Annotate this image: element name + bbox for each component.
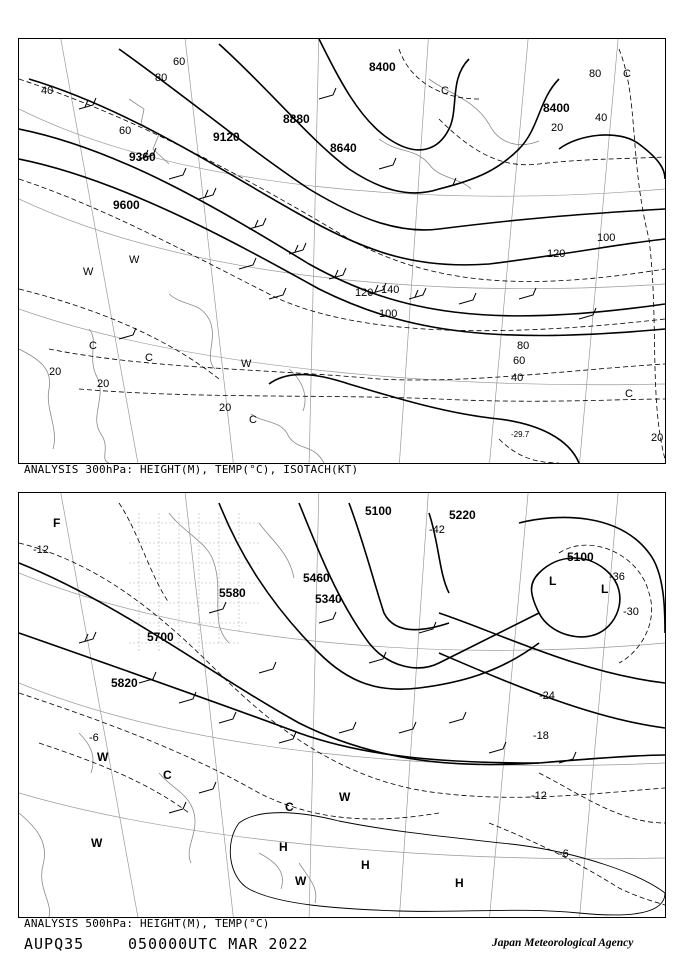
- isotach-label: 120: [547, 248, 566, 260]
- isotach-labels: [41, 56, 663, 444]
- height-label: 5820: [111, 676, 138, 690]
- isotach-label: 80: [589, 68, 602, 80]
- isotach-label: 140: [381, 284, 400, 296]
- cold-core-symbol: C: [625, 388, 633, 400]
- height-label: 5460: [303, 571, 330, 585]
- temperature-label: -12: [531, 790, 547, 802]
- warm-core-symbol: W: [83, 266, 94, 278]
- temperature-label: -29.7: [511, 430, 530, 439]
- wind-barbs: [79, 88, 596, 339]
- warm-core-symbol: W: [97, 750, 109, 764]
- valid-time: 050000UTC MAR 2022: [128, 935, 309, 953]
- isotach-label: 80: [517, 340, 530, 352]
- panel-caption-300hpa: ANALYSIS 300hPa: HEIGHT(M), TEMP(°C), ISOTACH(KT): [24, 463, 359, 476]
- isotach-label: 20: [651, 432, 664, 444]
- agency-name: Japan Meteorological Agency: [492, 937, 634, 949]
- map-panel-500hpa: [18, 492, 666, 918]
- map-500hpa-svg: [19, 493, 665, 917]
- high-center-symbol: H: [455, 876, 464, 890]
- coastlines: [19, 513, 316, 917]
- temperature-label: -36: [609, 571, 625, 583]
- height-label: 8400: [543, 101, 570, 115]
- isotach-label: 20: [219, 402, 232, 414]
- height-label: 9120: [213, 130, 240, 144]
- coastlines: [19, 79, 539, 463]
- panel-caption-500hpa: ANALYSIS 500hPa: HEIGHT(M), TEMP(°C): [24, 917, 270, 930]
- cold-core-symbol: C: [623, 68, 631, 80]
- map-300hpa-svg: [19, 39, 665, 463]
- height-label: 8640: [330, 141, 357, 155]
- high-center-symbol: H: [279, 840, 288, 854]
- isotach-label: 60: [513, 355, 526, 367]
- warm-core-symbol: W: [241, 358, 252, 370]
- isotach-label: 80: [155, 72, 168, 84]
- cold-core-symbol: C: [249, 414, 257, 426]
- isotach-label: 40: [41, 85, 54, 97]
- pressure-symbols: [53, 516, 608, 890]
- temperature-label: -6: [559, 848, 569, 860]
- warm-core-symbol: W: [339, 790, 351, 804]
- high-center-symbol: H: [361, 858, 370, 872]
- warm-core-symbol: W: [295, 874, 307, 888]
- isotach-label: 40: [595, 112, 608, 124]
- isotach-label: 60: [173, 56, 186, 68]
- cold-core-symbol: C: [441, 85, 449, 97]
- cold-core-symbol: C: [285, 800, 294, 814]
- temperature-label: -12: [33, 544, 49, 556]
- height-labels: [111, 504, 594, 690]
- height-label: 5100: [567, 550, 594, 564]
- height-label: 5700: [147, 630, 174, 644]
- height-label: 5340: [315, 592, 342, 606]
- isotach-label: 20: [49, 366, 62, 378]
- map-panel-300hpa: [18, 38, 666, 464]
- isotach-label: 40: [511, 372, 524, 384]
- warm-core-symbol: W: [91, 836, 103, 850]
- warm-core-symbol: W: [129, 254, 140, 266]
- height-label: 9360: [129, 150, 156, 164]
- cold-core-symbol: C: [163, 768, 172, 782]
- temperature-label: -42: [429, 524, 445, 536]
- cold-core-symbol: C: [145, 352, 153, 364]
- flag-symbol: F: [53, 516, 61, 530]
- isotach-label: 60: [119, 125, 132, 137]
- temperature-labels: [511, 430, 530, 439]
- isotach-label: 120: [355, 287, 374, 299]
- temperature-label: -6: [89, 732, 99, 744]
- low-center-symbol: L: [549, 574, 557, 588]
- chart-code: AUPQ35: [24, 935, 85, 953]
- height-label: 5220: [449, 508, 476, 522]
- cold-core-symbol: C: [89, 340, 97, 352]
- isotach-label: 20: [97, 378, 110, 390]
- height-contours: [19, 503, 665, 765]
- isotach-label: 20: [551, 122, 564, 134]
- isotach-label: 100: [379, 308, 398, 320]
- temperature-label: -24: [539, 690, 555, 702]
- height-label: 8400: [369, 60, 396, 74]
- high-region-contour: [230, 813, 665, 915]
- temperature-label: -18: [533, 730, 549, 742]
- temperature-label: -30: [623, 606, 639, 618]
- height-label: 5100: [365, 504, 392, 518]
- height-label: 9600: [113, 198, 140, 212]
- height-label: 8880: [283, 112, 310, 126]
- isotach-label: 100: [597, 232, 616, 244]
- height-label: 5580: [219, 586, 246, 600]
- low-center-symbol: L: [601, 582, 609, 596]
